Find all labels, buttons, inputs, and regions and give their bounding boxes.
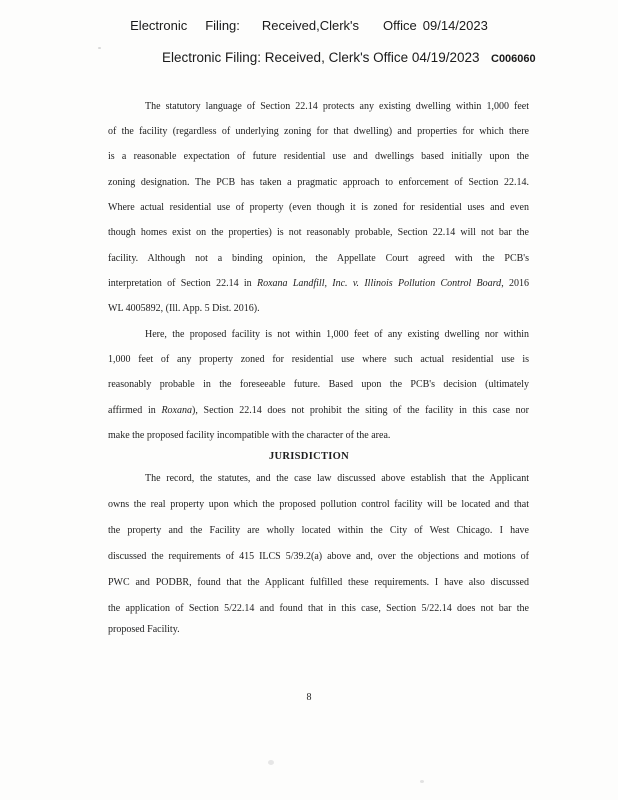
text-line: the application of Section 5/22.14 and found that in this case, Section 5/22.14 does not bar the <box>108 603 529 614</box>
text-line: PWC and PODBR, found that the Applicant fulfilled these requirements. I have also discussed <box>108 577 529 588</box>
text-line: Here, the proposed facility is not within 1,000 feet of any existing dwelling nor within <box>145 329 529 340</box>
text-line: The record, the statutes, and the case law discussed above establish that the Applicant <box>145 473 529 484</box>
text-line: affirmed in Roxana), Section 22.14 does not prohibit the siting of the facility in this case nor <box>108 405 529 416</box>
text-line: though homes exist on the properties) is not reasonably probable, Section 22.14 will not bar the <box>108 227 529 238</box>
text-line: proposed Facility. <box>108 624 180 635</box>
text-line: zoning designation. The PCB has taken a pragmatic approach to enforcement of Section 22.14. <box>108 177 529 188</box>
scan-speck <box>98 47 101 49</box>
paragraph-proposed-facility <box>108 328 529 448</box>
text-line: the property and the Facility are wholly located within the City of West Chicago. I have <box>108 525 529 536</box>
filing-stamp-word: Filing: <box>205 18 240 33</box>
text-line: discussed the requirements of 415 ILCS 5/39.2(a) above and, over the objections and motions of <box>108 551 529 562</box>
filing-stamp-second: Electronic Filing: Received, Clerk's Office 04/19/2023 <box>162 50 480 65</box>
text-line: The statutory language of Section 22.14 protects any existing dwelling within 1,000 feet <box>145 101 529 112</box>
text-line: of the facility (regardless of underlying zoning for that dwelling) and properties for which there <box>108 126 529 137</box>
paragraph-jurisdiction <box>108 472 529 642</box>
text-line: interpretation of Section 22.14 in Roxana Landfill, Inc. v. Illinois Pollution Control Board, 2016 <box>108 278 529 289</box>
filing-stamp-word: Electronic <box>130 18 188 33</box>
text-line: facility. Although not a binding opinion, the Appellate Court agreed with the PCB's <box>108 253 529 264</box>
text-line: is a reasonable expectation of future residential use and dwellings based initially upon the <box>108 151 529 162</box>
filing-stamp-date: 09/14/2023 <box>422 18 488 33</box>
filing-stamp-top <box>0 18 618 33</box>
case-name: Roxana <box>161 405 192 416</box>
text-line: make the proposed facility incompatible with the character of the area. <box>108 430 391 441</box>
document-code: C006060 <box>491 53 536 65</box>
case-name: Roxana Landfill, Inc. v. Illinois Pollution Control Board <box>256 278 502 289</box>
scan-speck <box>420 780 424 783</box>
page-number: 8 <box>306 692 312 703</box>
text-line: WL 4005892, (Ill. App. 5 Dist. 2016). <box>108 303 260 314</box>
section-heading: JURISDICTION <box>268 451 350 462</box>
text-line: reasonably probable in the foreseeable future. Based upon the PCB's decision (ultimately <box>108 379 529 390</box>
filing-stamp-word: Office <box>383 18 417 33</box>
scan-speck <box>268 760 274 765</box>
text-line: Where actual residential use of property (even though it is zoned for residential uses and even <box>108 202 529 213</box>
filing-stamp-word: Received,Clerk's <box>261 18 360 33</box>
text-line: owns the real property upon which the proposed pollution control facility will be located and that <box>108 499 529 510</box>
paragraph-section-22-14 <box>108 100 529 320</box>
text-line: 1,000 feet of any property zoned for residential use where such actual residential use is <box>108 354 529 365</box>
